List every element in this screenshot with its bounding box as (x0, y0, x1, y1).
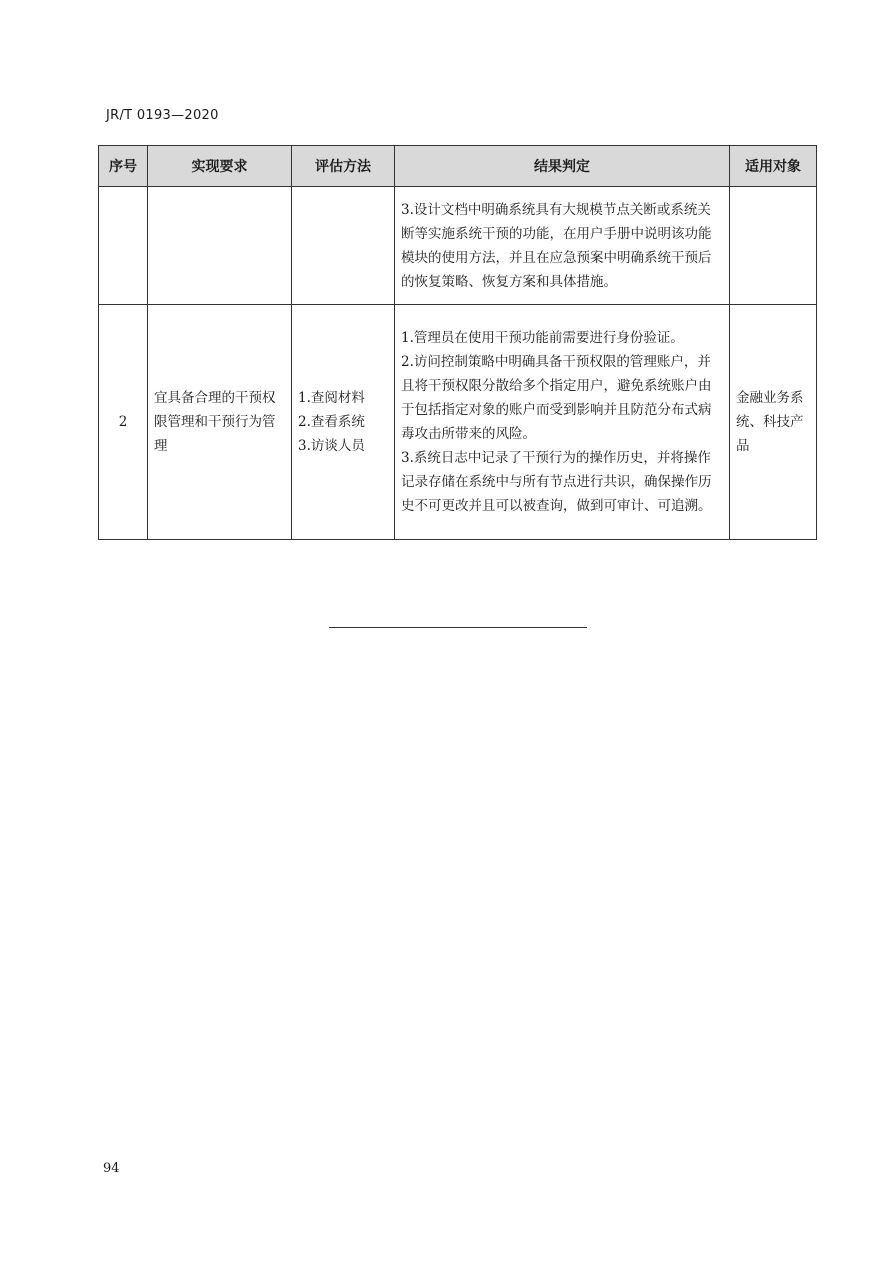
cell-requirement: 宜具备合理的干预权限管理和干预行为管理 (148, 305, 292, 540)
document-code: JR/T 0193—2020 (106, 108, 219, 123)
col-header-seq: 序号 (99, 146, 148, 187)
col-header-method: 评估方法 (292, 146, 395, 187)
table-header-row (99, 146, 817, 187)
cell-method (292, 187, 395, 305)
end-of-section-rule (329, 627, 587, 628)
cell-result (395, 187, 730, 305)
cell-applicable (730, 187, 817, 305)
result-item: 2.访问控制策略中明确具备干预权限的管理账户，并且将干预权限分散给多个指定用户，避免系统账户由于包括指定对象的账户而受到影响并且防范分布式病毒攻击所带来的风险。 (401, 354, 712, 442)
table-row (99, 305, 817, 540)
table-row (99, 187, 817, 305)
cell-requirement (148, 187, 292, 305)
method-item: 2.查看系统 (298, 414, 365, 430)
col-header-applicable: 适用对象 (730, 146, 817, 187)
cell-applicable: 金融业务系统、科技产品 (730, 305, 817, 540)
cell-seq (99, 187, 148, 305)
cell-method (292, 305, 395, 540)
result-item: 1.管理员在使用干预功能前需要进行身份验证。 (401, 330, 684, 346)
cell-result (395, 305, 730, 540)
col-header-requirement: 实现要求 (148, 146, 292, 187)
cell-seq: 2 (99, 305, 148, 540)
method-item: 3.访谈人员 (298, 438, 365, 454)
result-item: 3.系统日志中记录了干预行为的操作历史，并将操作记录存储在系统中与所有节点进行共识，确保操作历史不可更改并且可以被查询，做到可审计、可追溯。 (401, 450, 712, 514)
col-header-result: 结果判定 (395, 146, 730, 187)
result-item: 3.设计文档中明确系统具有大规模节点关断或系统关断等实施系统干预的功能，在用户手册中说明该功能模块的使用方法，并且在应急预案中明确系统干预后的恢复策略、恢复方案和具体措施。 (401, 201, 712, 290)
method-item: 1.查阅材料 (298, 390, 365, 406)
requirements-table (98, 145, 817, 540)
page-number: 94 (103, 1161, 120, 1176)
